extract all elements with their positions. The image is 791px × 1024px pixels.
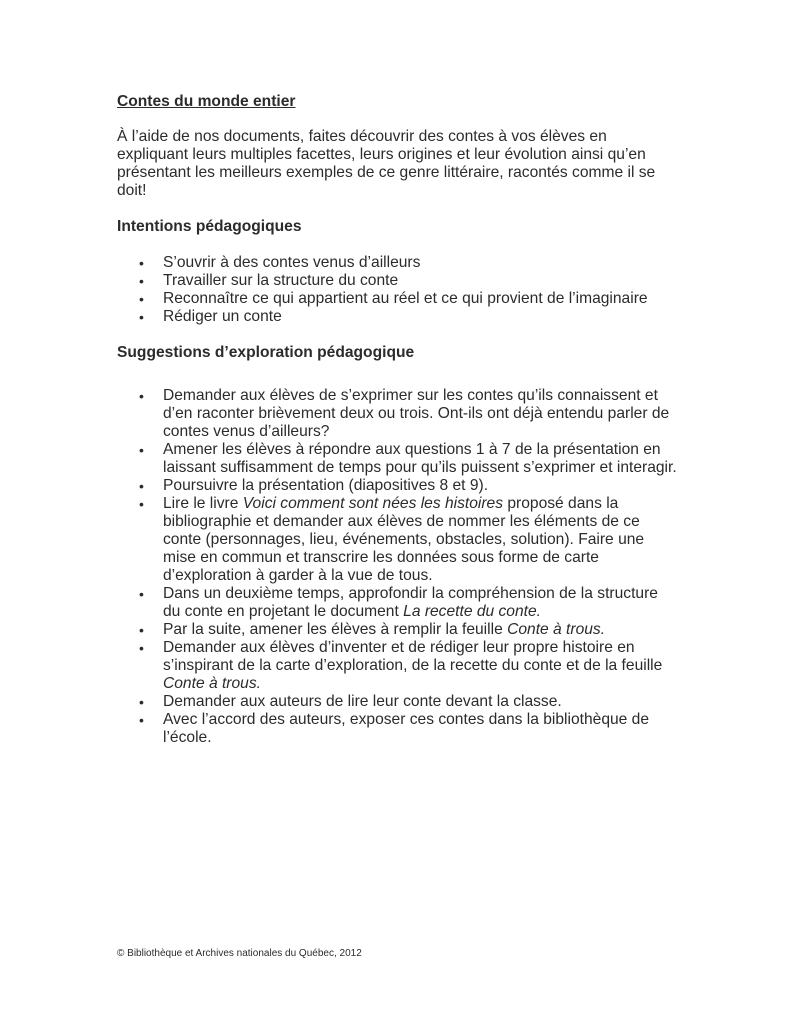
list-item: • S’ouvrir à des contes venus d’ailleurs	[117, 254, 677, 272]
list-item	[117, 711, 677, 747]
list-item	[117, 693, 677, 711]
intentions-list	[117, 254, 677, 326]
list-item-text: Amener les élèves à répondre aux questions 1 à 7 de la présentation en laissant suffisamment de temps pour qu’ils puissent s’exprimer et interagir.	[163, 441, 677, 476]
list-item	[117, 441, 677, 477]
document-title-reference: Conte à trous.	[163, 675, 261, 692]
list-item	[117, 639, 677, 693]
list-item-text: Lire le livre	[163, 495, 243, 512]
document-body	[117, 93, 677, 747]
list-item-text: proposé dans la bibliographie et demander aux élèves de nommer les éléments de ce conte (personnages, lieu, événements, obstacles, solution). Faire une mise en commun et transcrire les données sous forme de carte d’exploration à garder à la vue de tous.	[163, 495, 645, 584]
list-item	[117, 477, 677, 495]
document-title-reference: La recette du conte.	[403, 603, 541, 620]
list-item-text: Demander aux élèves de s’exprimer sur les contes qu’ils connaissent et d’en raconter brièvement deux ou trois. Ont-ils ont déjà entendu parler de contes venus d’ailleurs?	[163, 387, 670, 440]
list-item	[117, 585, 677, 621]
document-title-reference: Voici comment sont nées les histoires	[242, 495, 504, 512]
intro-paragraph: À l’aide de nos documents, faites découvrir des contes à vos élèves en expliquant leurs multiples facettes, leurs origines et leur évolution ainsi qu’en présentant les meilleurs exemples de ce genre littéraire, racontés comme il se doit!	[117, 128, 656, 199]
document-title-reference: Conte à trous.	[507, 621, 606, 638]
list-item-text: Poursuivre la présentation (diapositives 8 et 9).	[163, 477, 489, 494]
list-item	[117, 387, 677, 441]
section-heading-intentions: Intentions pédagogiques	[117, 218, 302, 235]
list-item: • Rédiger un conte	[117, 308, 677, 326]
list-item-text: Demander aux élèves d’inventer et de rédiger leur propre histoire en s’inspirant de la carte d’exploration, de la recette du conte et de la feuille	[163, 639, 663, 674]
list-item-text: Par la suite, amener les élèves à remplir la feuille	[163, 621, 508, 638]
section-heading-suggestions: Suggestions d’exploration pédagogique	[117, 344, 415, 361]
copyright-footer: © Bibliothèque et Archives nationales du Québec, 2012	[117, 948, 362, 959]
list-item	[117, 495, 677, 585]
document-title: Contes du monde entier	[117, 93, 296, 110]
suggestions-list	[117, 387, 677, 747]
list-item: • Travailler sur la structure du conte	[117, 272, 677, 290]
list-item	[117, 621, 677, 639]
list-item-text: Dans un deuxième temps, approfondir la compréhension de la structure du conte en projetant le document	[163, 585, 658, 620]
list-item-text: Demander aux auteurs de lire leur conte devant la classe.	[163, 693, 562, 710]
list-item: • Reconnaître ce qui appartient au réel et ce qui provient de l’imaginaire	[117, 290, 677, 308]
list-item-text: Avec l’accord des auteurs, exposer ces contes dans la bibliothèque de l’école.	[163, 711, 650, 746]
